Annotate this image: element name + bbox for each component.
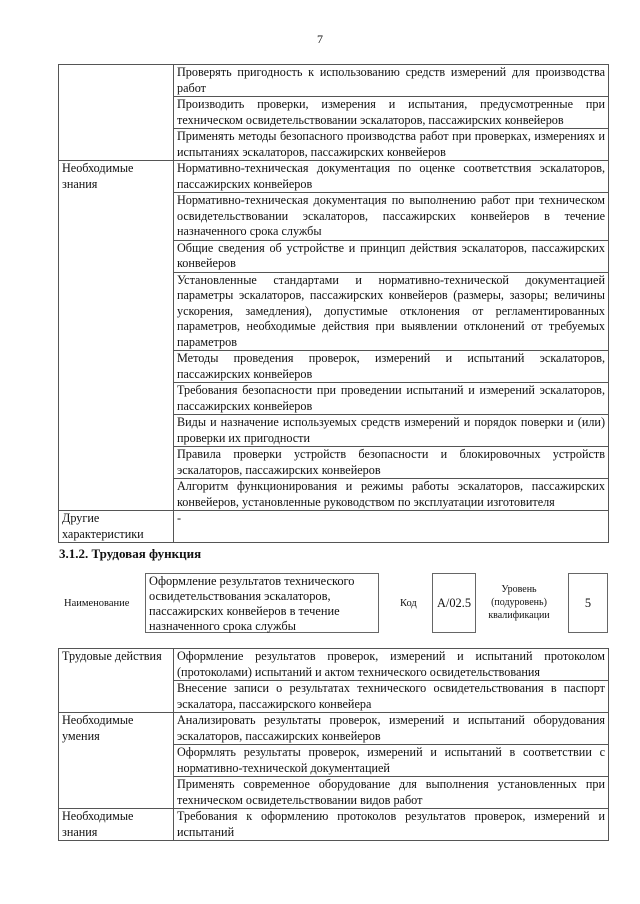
table-row — [59, 161, 609, 193]
row-item-text: - — [174, 511, 609, 543]
row-item-text: Применять методы безопасного производства работ при проверках, измерениях и испытаниях эскалаторов, пассажирских конвейеров — [174, 129, 609, 161]
row-group-label: Трудовые действия — [59, 649, 174, 713]
row-item-text: Нормативно-техническая документация по выполнению работ при техническом освидетельствовании эскалаторов, пассажирских конвейеров в течение назначенного срока службы — [174, 193, 609, 241]
table-row — [59, 713, 609, 745]
code-label: Код — [400, 598, 417, 609]
name-value: Оформление результатов технического освидетельствования эскалаторов, пассажирских конвейеров в течение назначенного срока службы — [145, 573, 379, 633]
row-item-text: Применять современное оборудование для выполнения установленных при техническом освидетельствовании видов работ — [174, 777, 609, 809]
row-group-label: Необходимые умения — [59, 713, 174, 809]
row-group-label: Другие характеристики — [59, 511, 174, 543]
row-item-text: Установленные стандартами и нормативно-технической документацией параметры эскалаторов, пассажирских конвейеров (размеры, зазоры; величины ускорения, замедления), допустимые отклонения от регламентированных параметров, необходимые действия при выявлении отклонений от требуемых параметров — [174, 272, 609, 351]
table-row — [59, 511, 609, 543]
table-row — [59, 809, 609, 841]
row-item-text: Внесение записи о результатах технического освидетельствования в паспорт эскалатора, пассажирского конвейера — [174, 681, 609, 713]
row-item-text: Требования к оформлению протоколов результатов проверок, измерений и испытаний — [174, 809, 609, 841]
level-label: Уровень (подуровень) квалификации — [488, 584, 550, 621]
row-item-text: Оформление результатов проверок, измерений и испытаний протоколом (протоколами) испытаний и актом технического освидетельствования — [174, 649, 609, 681]
section-heading: 3.1.2. Трудовая функция — [59, 546, 202, 561]
row-group-label — [59, 65, 174, 161]
skills-knowledge-table — [58, 64, 609, 543]
row-item-text: Требования безопасности при проведении испытаний и измерений эскалаторов, пассажирских конвейеров — [174, 383, 609, 415]
name-label: Наименование — [64, 598, 130, 609]
row-item-text: Оформлять результаты проверок, измерений и испытаний в соответствии с нормативно-технической документацией — [174, 745, 609, 777]
row-item-text: Методы проведения проверок, измерений и испытаний эскалаторов, пассажирских конвейеров — [174, 351, 609, 383]
labor-function-table — [58, 648, 609, 841]
row-item-text: Виды и назначение используемых средств измерений и порядок поверки и (или) проверки их пригодности — [174, 415, 609, 447]
page-number: 7 — [317, 32, 323, 46]
row-item-text: Анализировать результаты проверок, измерений и испытаний оборудования эскалаторов, пассажирских конвейеров — [174, 713, 609, 745]
row-item-text: Проверять пригодность к использованию средств измерений для производства работ — [174, 65, 609, 97]
row-group-label: Необходимые знания — [59, 809, 174, 841]
row-group-label: Необходимые знания — [59, 161, 174, 511]
code-value: A/02.5 — [432, 573, 476, 633]
row-item-text: Нормативно-техническая документация по оценке соответствия эскалаторов, пассажирских конвейеров — [174, 161, 609, 193]
level-value: 5 — [568, 573, 608, 633]
table-row — [59, 649, 609, 681]
row-item-text: Правила проверки устройств безопасности и блокировочных устройств эскалаторов, пассажирских конвейеров — [174, 447, 609, 479]
table-row — [59, 65, 609, 97]
row-item-text: Общие сведения об устройстве и принцип действия эскалаторов, пассажирских конвейеров — [174, 240, 609, 272]
row-item-text: Производить проверки, измерения и испытания, предусмотренные при техническом освидетельствовании эскалаторов, пассажирских конвейеров — [174, 97, 609, 129]
row-item-text: Алгоритм функционирования и режимы работы эскалаторов, пассажирских конвейеров, установленные руководством по эксплуатации изготовителя — [174, 479, 609, 511]
